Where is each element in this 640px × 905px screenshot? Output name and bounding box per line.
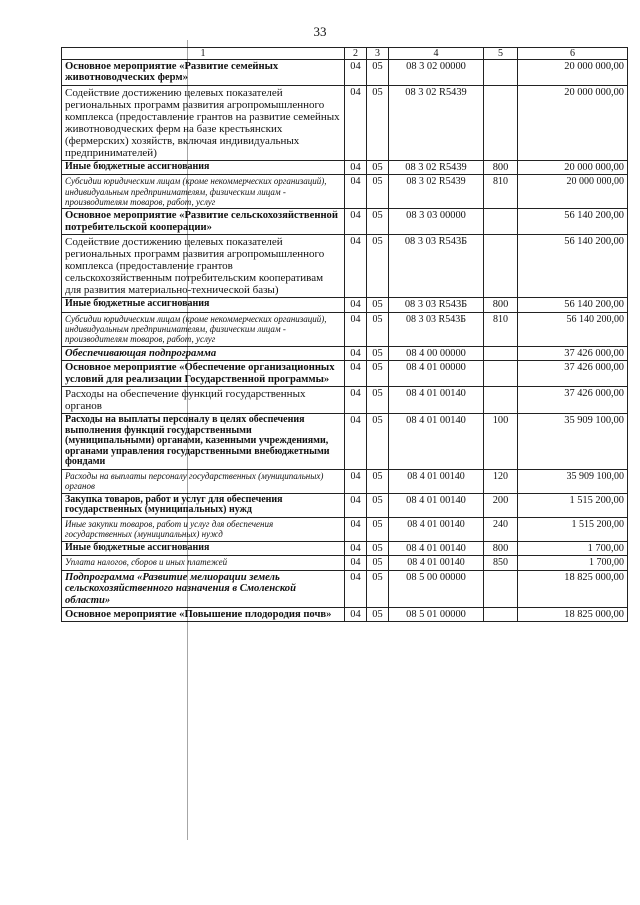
row-section-cell: 04	[345, 387, 367, 414]
table-row	[62, 518, 628, 542]
table-row	[62, 556, 628, 570]
row-expense-type-cell	[484, 60, 518, 86]
table-header-row	[62, 48, 628, 60]
row-expense-type-cell	[484, 209, 518, 235]
row-expense-type-cell: 200	[484, 493, 518, 517]
row-section-cell: 04	[345, 160, 367, 174]
row-expense-type-cell: 800	[484, 541, 518, 555]
row-target-code-cell: 08 3 02 R5439	[389, 85, 484, 160]
row-subsection-cell: 05	[367, 607, 389, 621]
row-amount-cell: 20 000 000,00	[518, 160, 628, 174]
row-section-cell: 04	[345, 85, 367, 160]
row-section-cell: 04	[345, 312, 367, 346]
row-amount-cell: 20 000 000,00	[518, 85, 628, 160]
row-subsection-cell: 05	[367, 493, 389, 517]
row-section-cell: 04	[345, 541, 367, 555]
table-row	[62, 541, 628, 555]
row-expense-type-cell: 850	[484, 556, 518, 570]
row-subsection-cell: 05	[367, 160, 389, 174]
row-section-cell: 04	[345, 414, 367, 470]
row-section-cell: 04	[345, 175, 367, 209]
row-name-cell: Субсидии юридическим лицам (кроме некоммерческих организаций), индивидуальным предпринимателям, физическим лицам - производителям товаров, работ, услуг	[62, 175, 345, 209]
row-subsection-cell: 05	[367, 175, 389, 209]
row-name-cell: Иные бюджетные ассигнования	[62, 160, 345, 174]
row-subsection-cell: 05	[367, 298, 389, 312]
row-name-cell: Закупка товаров, работ и услуг для обеспечения государственных (муниципальных) нужд	[62, 493, 345, 517]
row-subsection-cell: 05	[367, 209, 389, 235]
row-amount-cell: 35 909 100,00	[518, 470, 628, 494]
header-col-6: 6	[518, 48, 628, 60]
row-name-cell: Основное мероприятие «Обеспечение организационных условий для реализации Государственной программы»	[62, 361, 345, 387]
table-row	[62, 387, 628, 414]
row-section-cell: 04	[345, 556, 367, 570]
row-name-cell: Подпрограмма «Развитие мелиорации земель сельскохозяйственного назначения в Смоленской области»	[62, 570, 345, 607]
row-expense-type-cell: 240	[484, 518, 518, 542]
row-expense-type-cell: 100	[484, 414, 518, 470]
row-amount-cell: 1 700,00	[518, 556, 628, 570]
row-expense-type-cell: 800	[484, 160, 518, 174]
row-amount-cell: 20 000 000,00	[518, 60, 628, 86]
row-name-cell: Расходы на обеспечение функций государственных органов	[62, 387, 345, 414]
table-row	[62, 570, 628, 607]
row-expense-type-cell	[484, 361, 518, 387]
header-col-5: 5	[484, 48, 518, 60]
header-col-2: 2	[345, 48, 367, 60]
row-name-cell: Основное мероприятие «Развитие сельскохозяйственной потребительской кооперации»	[62, 209, 345, 235]
table-row	[62, 470, 628, 494]
row-amount-cell: 18 825 000,00	[518, 570, 628, 607]
row-section-cell: 04	[345, 298, 367, 312]
table-row	[62, 346, 628, 360]
header-col-3: 3	[367, 48, 389, 60]
row-expense-type-cell	[484, 85, 518, 160]
table-row	[62, 175, 628, 209]
header-col-1: 1	[62, 48, 345, 60]
row-expense-type-cell	[484, 607, 518, 621]
row-target-code-cell: 08 4 01 00140	[389, 414, 484, 470]
row-amount-cell: 37 426 000,00	[518, 361, 628, 387]
row-target-code-cell: 08 3 02 R5439	[389, 160, 484, 174]
row-name-cell: Основное мероприятие «Повышение плодородия почв»	[62, 607, 345, 621]
row-subsection-cell: 05	[367, 60, 389, 86]
row-target-code-cell: 08 4 00 00000	[389, 346, 484, 360]
row-name-cell: Обеспечивающая подпрограмма	[62, 346, 345, 360]
table-row	[62, 298, 628, 312]
row-name-cell: Уплата налогов, сборов и иных платежей	[62, 556, 345, 570]
row-amount-cell: 35 909 100,00	[518, 414, 628, 470]
row-subsection-cell: 05	[367, 312, 389, 346]
row-section-cell: 04	[345, 518, 367, 542]
table-row	[62, 361, 628, 387]
row-section-cell: 04	[345, 60, 367, 86]
row-amount-cell: 1 515 200,00	[518, 493, 628, 517]
table-row	[62, 60, 628, 86]
row-section-cell: 04	[345, 470, 367, 494]
row-subsection-cell: 05	[367, 556, 389, 570]
row-target-code-cell: 08 3 03 00000	[389, 209, 484, 235]
row-section-cell: 04	[345, 570, 367, 607]
row-expense-type-cell	[484, 346, 518, 360]
row-target-code-cell: 08 3 03 R543Б	[389, 298, 484, 312]
row-amount-cell: 1 515 200,00	[518, 518, 628, 542]
table-row	[62, 85, 628, 160]
row-section-cell: 04	[345, 235, 367, 298]
table-row	[62, 160, 628, 174]
row-expense-type-cell	[484, 235, 518, 298]
row-subsection-cell: 05	[367, 570, 389, 607]
row-name-cell: Иные закупки товаров, работ и услуг для обеспечения государственных (муниципальных) нужд	[62, 518, 345, 542]
row-amount-cell: 20 000 000,00	[518, 175, 628, 209]
row-target-code-cell: 08 3 02 00000	[389, 60, 484, 86]
row-target-code-cell: 08 3 03 R543Б	[389, 235, 484, 298]
row-amount-cell: 37 426 000,00	[518, 346, 628, 360]
row-name-cell: Содействие достижению целевых показателей региональных программ развития агропромышленного комплекса (предоставление грантов сельскохозяйственным потребительским кооперативам для развития материально-технической базы)	[62, 235, 345, 298]
row-target-code-cell: 08 4 01 00140	[389, 541, 484, 555]
table-row	[62, 414, 628, 470]
row-name-cell: Содействие достижению целевых показателей региональных программ развития агропромышленного комплекса (предоставление грантов на развитие семейных животноводческих ферм на базе крестьянских (фермерских) хозяйств, включая индивидуальных предпринимателей)	[62, 85, 345, 160]
row-expense-type-cell	[484, 570, 518, 607]
row-amount-cell: 56 140 200,00	[518, 298, 628, 312]
row-section-cell: 04	[345, 346, 367, 360]
table-row	[62, 209, 628, 235]
table-row	[62, 312, 628, 346]
table-row	[62, 607, 628, 621]
row-name-cell: Расходы на выплаты персоналу государственных (муниципальных) органов	[62, 470, 345, 494]
row-subsection-cell: 05	[367, 85, 389, 160]
row-amount-cell: 56 140 200,00	[518, 235, 628, 298]
row-amount-cell: 37 426 000,00	[518, 387, 628, 414]
scan-artifact-line	[187, 40, 188, 840]
row-target-code-cell: 08 4 01 00140	[389, 493, 484, 517]
row-amount-cell: 56 140 200,00	[518, 312, 628, 346]
row-subsection-cell: 05	[367, 518, 389, 542]
row-expense-type-cell	[484, 387, 518, 414]
row-target-code-cell: 08 3 02 R5439	[389, 175, 484, 209]
row-target-code-cell: 08 4 01 00140	[389, 387, 484, 414]
row-name-cell: Иные бюджетные ассигнования	[62, 541, 345, 555]
row-subsection-cell: 05	[367, 361, 389, 387]
row-expense-type-cell: 120	[484, 470, 518, 494]
header-col-4: 4	[389, 48, 484, 60]
row-amount-cell: 18 825 000,00	[518, 607, 628, 621]
row-subsection-cell: 05	[367, 346, 389, 360]
budget-table	[61, 47, 628, 622]
row-expense-type-cell: 810	[484, 175, 518, 209]
row-target-code-cell: 08 4 01 00140	[389, 518, 484, 542]
row-name-cell: Иные бюджетные ассигнования	[62, 298, 345, 312]
table-row	[62, 235, 628, 298]
row-subsection-cell: 05	[367, 541, 389, 555]
row-section-cell: 04	[345, 361, 367, 387]
row-name-cell: Основное мероприятие «Развитие семейных животноводческих ферм»	[62, 60, 345, 86]
row-subsection-cell: 05	[367, 470, 389, 494]
row-name-cell: Расходы на выплаты персоналу в целях обеспечения выполнения функций государственными (муниципальными) органами, казенными учреждениями, органами управления государственными внебюджетными фондами	[62, 414, 345, 470]
row-section-cell: 04	[345, 209, 367, 235]
row-name-cell: Субсидии юридическим лицам (кроме некоммерческих организаций), индивидуальным предпринимателям, физическим лицам - производителям товаров, работ, услуг	[62, 312, 345, 346]
row-section-cell: 04	[345, 493, 367, 517]
row-target-code-cell: 08 4 01 00140	[389, 556, 484, 570]
table-row	[62, 493, 628, 517]
row-subsection-cell: 05	[367, 235, 389, 298]
row-target-code-cell: 08 5 00 00000	[389, 570, 484, 607]
row-section-cell: 04	[345, 607, 367, 621]
row-target-code-cell: 08 4 01 00140	[389, 470, 484, 494]
row-expense-type-cell: 810	[484, 312, 518, 346]
row-amount-cell: 1 700,00	[518, 541, 628, 555]
row-target-code-cell: 08 3 03 R543Б	[389, 312, 484, 346]
page-number: 33	[313, 24, 327, 39]
row-target-code-cell: 08 5 01 00000	[389, 607, 484, 621]
row-target-code-cell: 08 4 01 00000	[389, 361, 484, 387]
row-amount-cell: 56 140 200,00	[518, 209, 628, 235]
row-expense-type-cell: 800	[484, 298, 518, 312]
row-subsection-cell: 05	[367, 387, 389, 414]
row-subsection-cell: 05	[367, 414, 389, 470]
